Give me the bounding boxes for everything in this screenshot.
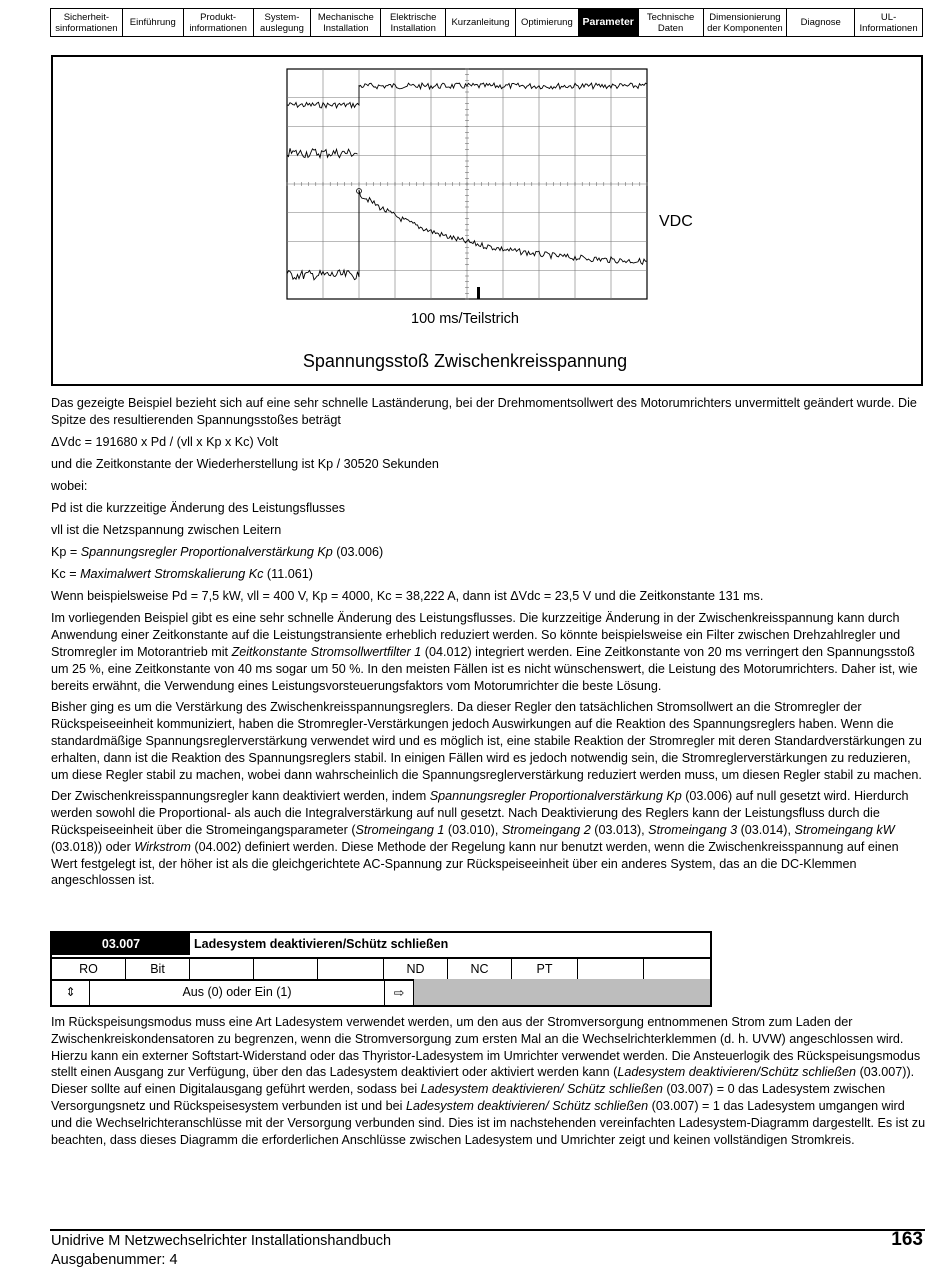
parameter-number: 03.007 xyxy=(52,933,190,955)
intro-paragraph: Das gezeigte Beispiel bezieht sich auf eine sehr schnelle Laständerung, bei der Drehmomentsollwert des Motorumrichters unvermittelt geändert wurde. Die Spitze des resultierenden Spannungsstoßes beträgt xyxy=(51,396,917,427)
nav-tab[interactable]: Technische Daten xyxy=(639,9,704,36)
nav-tab[interactable]: Sicherheit- sinformationen xyxy=(51,9,123,36)
footer-manual-title: Unidrive M Netzwechselrichter Installationshandbuch xyxy=(51,1233,392,1249)
charging-text xyxy=(51,1014,927,1153)
charging-paragraph: Im Rückspeisungsmodus muss eine Art Ladesystem verwendet werden, um den aus der Stromversorgung entnommenen Strom zum Laden der Zwischenkreiskondensatoren zu begrenzen, wenn die Stromversorgung zum ersten Mal an die Wechselrichterklemmen (d. h. UVW) angeschlossen wird. Hierzu kann ein externer Softstart-Widerstand oder das Thyristor-Ladesystem im Umrichter verwendet werden. Die Ansteuerlogik des Rückspeisungsmodus stellt einen Ausgang zur Verfügung, über den das Ladesystem deaktiviert oder aktiviert werden kann (Ladesystem deaktivieren/Schütz schließen (03.007)). Dieser sollte auf einen Digitalausgang geführt werden, sodass bei Ladesystem deaktivieren/ Schütz schließen (03.007) = 0 das Ladesystem zwischen Versorgungsnetz und Rückspeisesystem verbunden ist und bei Ladesystem deaktivieren/ Schütz schließen (03.007) = 1 das Ladesystem umgangen wird und die Wechselrichteranschlüsse mit der Versorgung verbunden sind. Dies ist im nachstehenden vereinfachten Ladesystem-Diagramm dargestellt. Es ist zu beachten, dass dieses Diagramm die erforderlichen Anschlüsse zwischen Ladesystem und Umrichter zeigt und keinen vollständigen Stromkreis. xyxy=(51,1015,926,1147)
nav-tab[interactable]: UL- Informationen xyxy=(859,11,918,34)
kc-parameter-link: Maximalwert Stromskalierung Kc xyxy=(80,567,264,582)
nav-tab[interactable]: Optimierung xyxy=(516,9,579,36)
voltage-formula: ΔVdc = 191680 x Pd / (vll x Kp x Kc) Volt xyxy=(51,434,279,449)
parameter-attribute: Bit xyxy=(126,959,190,979)
vll-definition: vll ist die Netzspannung zwischen Leitern xyxy=(51,522,282,537)
page-number: 163 xyxy=(891,1229,923,1250)
time-constant-text: und die Zeitkonstante der Wiederherstellung ist Kp / 30520 Sekunden xyxy=(51,456,439,471)
footer-issue-number: Ausgabenummer: 4 xyxy=(51,1252,178,1268)
example-text: Wenn beispielsweise Pd = 7,5 kW, vll = 400 V, Kp = 4000, Kc = 38,222 A, dann ist ΔVdc = 23,5 V und die Zeitkonstante 131 ms. xyxy=(51,589,764,604)
gain-paragraph: Bisher ging es um die Verstärkung des Zwischenkreisspannungsreglers. Da dieser Regler den tatsächlichen Stromsollwert an die Stromregler der Rückspeiseeinheit kommuniziert, haben die Stromregler-Verstärkungen jedoch Auswirkungen auf die Reaktion des Spannungsreglers haben. Wenn die standardmäßige Spannungsreglerverstärkung verwendet wird und es möglich ist, eine stabile Reaktion der Stromregler mit deren Standardverstärkungen zu erhalten, dann ist die Reaktion des Spannungsreglers stabil. In einigen Fällen wird es jedoch notwendig sein, die Stromreglerverstärkungen zu reduzieren, um diese Regler stabil zu machen, wobei dann wahrscheinlich die Spannungsreglerverstärkung reduziert werden muss, um diesen Regler stabil zu machen. xyxy=(51,700,922,782)
nav-tab[interactable]: Parameter xyxy=(579,9,639,36)
intro-text xyxy=(51,395,927,894)
nav-tab[interactable]: Kurzanleitung xyxy=(446,9,516,36)
parameter-attribute: NC xyxy=(448,959,512,979)
nav-tab[interactable]: System- auslegung xyxy=(254,9,312,36)
figure-title: Spannungsstoß Zwischenkreisspannung xyxy=(302,351,628,371)
vdc-label: VDC xyxy=(659,213,693,230)
nav-tab[interactable]: Dimensionierung der Komponenten xyxy=(704,9,788,36)
oscilloscope-figure xyxy=(51,55,923,386)
time-scale-label: 100 ms/Teilstrich xyxy=(411,311,519,327)
parameter-range-row xyxy=(52,979,710,1005)
oscilloscope-trace xyxy=(285,67,649,303)
parameter-name: Ladesystem deaktivieren/Schütz schließen xyxy=(194,937,449,951)
range-arrows-icon: ⇕ xyxy=(52,979,90,1005)
parameter-attribute: RO xyxy=(52,959,126,979)
kp-definition: Kp = Spannungsregler Proportionalverstärkung Kp (03.006) xyxy=(51,545,384,560)
parameter-attribute xyxy=(644,959,714,979)
nav-tab[interactable]: Diagnose xyxy=(787,9,855,36)
filter-paragraph: Im vorliegenden Beispiel gibt es eine sehr schnelle Änderung des Leistungsflusses. Die kurzzeitige Änderung in der Zwischenkreisspannung kann durch Anwendung einer Zeitkonstante auf die Leistungstransiente erheblich reduziert werden. So könnte beispielsweise ein Filter zwischen Drehzahlregler und Stromregler im Motorantrieb mit Zeitkonstante Stromsollwertfilter 1 (04.012) integriert werden. Eine Zeitkonstante von 20 ms verringert den Spannungsstoß um 25 %, eine Zeitkonstante von 40 ms sogar um 50 %. In den meisten Fällen ist es nicht wünschenswert, die Leistung des Motorumrichters. Daher ist, wie bereits erwähnt, die Verwendung eines Leistungsvorsteuerungsfaktors vom Motorumrichter die beste Lösung. xyxy=(51,611,918,693)
parameter-attribute xyxy=(254,959,318,979)
parameter-range: Aus (0) oder Ein (1) xyxy=(182,985,292,999)
kc-definition: Kc = Maximalwert Stromskalierung Kc (11.061) xyxy=(51,567,313,582)
default-arrow-icon: ⇨ xyxy=(384,979,414,1005)
nav-tab[interactable]: Produkt- informationen xyxy=(184,9,254,36)
parameter-attribute xyxy=(578,959,644,979)
parameter-attribute xyxy=(318,959,384,979)
parameter-attribute xyxy=(190,959,254,979)
pd-definition: Pd ist die kurzzeitige Änderung des Leistungsflusses xyxy=(51,500,346,515)
parameter-attributes-row xyxy=(52,957,710,981)
parameter-attribute: PT xyxy=(512,959,578,979)
wobei-text: wobei: xyxy=(51,478,88,493)
nav-tab[interactable]: Einführung xyxy=(123,9,184,36)
parameter-table xyxy=(50,931,712,1007)
nav-tab[interactable]: Elektrische Installation xyxy=(381,9,446,36)
parameter-attribute: ND xyxy=(384,959,448,979)
disable-paragraph: Der Zwischenkreisspannungsregler kann deaktiviert werden, indem Spannungsregler Proportionalverstärkung Kp (03.006) auf null gesetzt wird. Hierdurch werden sowohl die Proportional- als auch die Integralverstärkung auf null gesetzt. Nach Deaktivierung des Reglers kann der Leistungsfluss durch die Rückspeiseeinheit über die Stromeingangsparameter (Stromeingang 1 (03.010), Stromeingang 2 (03.013), Stromeingang 3 (03.014), Stromeingang kW (03.018)) oder Wirkstrom (04.002) definiert werden. Diese Methode der Regelung kann nur benutzt werden, wenn die Zwischenkreisspannung auf einen Wert festgelegt ist, der höher ist als die gleichgerichtete AC-Spannung zur Rückspeiseeinheit über ein anderes System, das an die DC-Klemmen angeschlossen ist. xyxy=(51,789,909,888)
nav-tab[interactable]: Mechanische Installation xyxy=(311,9,381,36)
chapter-navigation xyxy=(50,8,923,37)
footer-rule xyxy=(50,1229,925,1231)
kp-parameter-link: Spannungsregler Proportionalverstärkung Kp xyxy=(80,545,333,560)
default-value-cell xyxy=(414,979,710,1005)
